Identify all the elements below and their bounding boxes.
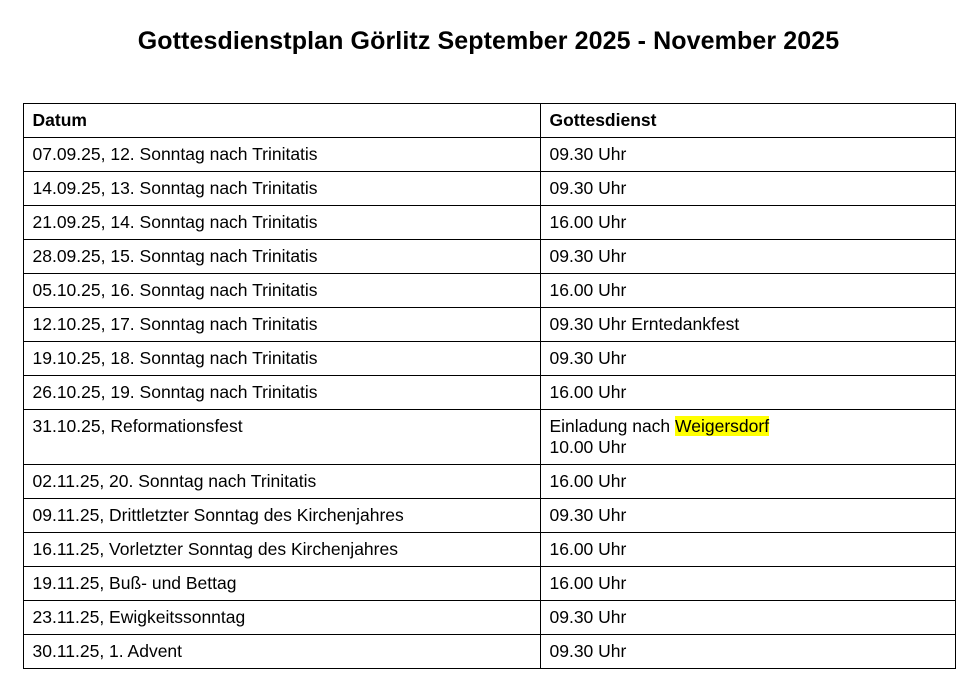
cell-service: 09.30 Uhr xyxy=(540,499,955,533)
table-row xyxy=(23,499,955,533)
service-line-time: 10.00 Uhr xyxy=(549,437,627,457)
cell-service: 16.00 Uhr xyxy=(540,274,955,308)
column-header-date: Datum xyxy=(23,104,540,138)
cell-service: 09.30 Uhr xyxy=(540,342,955,376)
cell-date: 05.10.25, 16. Sonntag nach Trinitatis xyxy=(23,274,540,308)
cell-date: 31.10.25, Reformationsfest xyxy=(23,410,540,465)
cell-date: 07.09.25, 12. Sonntag nach Trinitatis xyxy=(23,138,540,172)
table-row xyxy=(23,601,955,635)
cell-date: 16.11.25, Vorletzter Sonntag des Kirchenjahres xyxy=(23,533,540,567)
cell-service: 09.30 Uhr xyxy=(540,172,955,206)
cell-date: 14.09.25, 13. Sonntag nach Trinitatis xyxy=(23,172,540,206)
cell-date: 28.09.25, 15. Sonntag nach Trinitatis xyxy=(23,240,540,274)
table-row xyxy=(23,138,955,172)
cell-service: 16.00 Uhr xyxy=(540,567,955,601)
service-invitation-text: Einladung nach xyxy=(549,416,676,436)
table-row xyxy=(23,274,955,308)
table-row xyxy=(23,567,955,601)
cell-date: 23.11.25, Ewigkeitssonntag xyxy=(23,601,540,635)
cell-service: 09.30 Uhr xyxy=(540,138,955,172)
cell-date: 21.09.25, 14. Sonntag nach Trinitatis xyxy=(23,206,540,240)
column-header-service: Gottesdienst xyxy=(540,104,955,138)
table-row xyxy=(23,376,955,410)
table-row xyxy=(23,635,955,669)
cell-date: 12.10.25, 17. Sonntag nach Trinitatis xyxy=(23,308,540,342)
table-row xyxy=(23,410,955,465)
cell-service: 09.30 Uhr xyxy=(540,240,955,274)
cell-service: 09.30 Uhr xyxy=(540,601,955,635)
cell-service: 16.00 Uhr xyxy=(540,533,955,567)
cell-service: 09.30 Uhr Erntedankfest xyxy=(540,308,955,342)
table-row xyxy=(23,240,955,274)
table-row xyxy=(23,465,955,499)
cell-service: 16.00 Uhr xyxy=(540,376,955,410)
cell-service: 09.30 Uhr xyxy=(540,635,955,669)
table-row xyxy=(23,172,955,206)
page-title: Gottesdienstplan Görlitz September 2025 - November 2025 xyxy=(137,27,840,55)
table-row xyxy=(23,533,955,567)
cell-date: 02.11.25, 20. Sonntag nach Trinitatis xyxy=(23,465,540,499)
table-header-row xyxy=(23,104,955,138)
cell-service: 16.00 Uhr xyxy=(540,465,955,499)
table-row xyxy=(23,206,955,240)
table-row xyxy=(23,342,955,376)
cell-service xyxy=(540,410,955,465)
schedule-table-container xyxy=(23,56,955,669)
table-row xyxy=(23,308,955,342)
schedule-table xyxy=(23,103,956,669)
cell-date: 30.11.25, 1. Advent xyxy=(23,635,540,669)
cell-date: 19.11.25, Buß- und Bettag xyxy=(23,567,540,601)
highlighted-location: Weigersdorf xyxy=(675,416,770,436)
cell-date: 09.11.25, Drittletzter Sonntag des Kirchenjahres xyxy=(23,499,540,533)
cell-date: 26.10.25, 19. Sonntag nach Trinitatis xyxy=(23,376,540,410)
cell-service: 16.00 Uhr xyxy=(540,206,955,240)
service-line-invitation xyxy=(550,416,947,437)
cell-date: 19.10.25, 18. Sonntag nach Trinitatis xyxy=(23,342,540,376)
